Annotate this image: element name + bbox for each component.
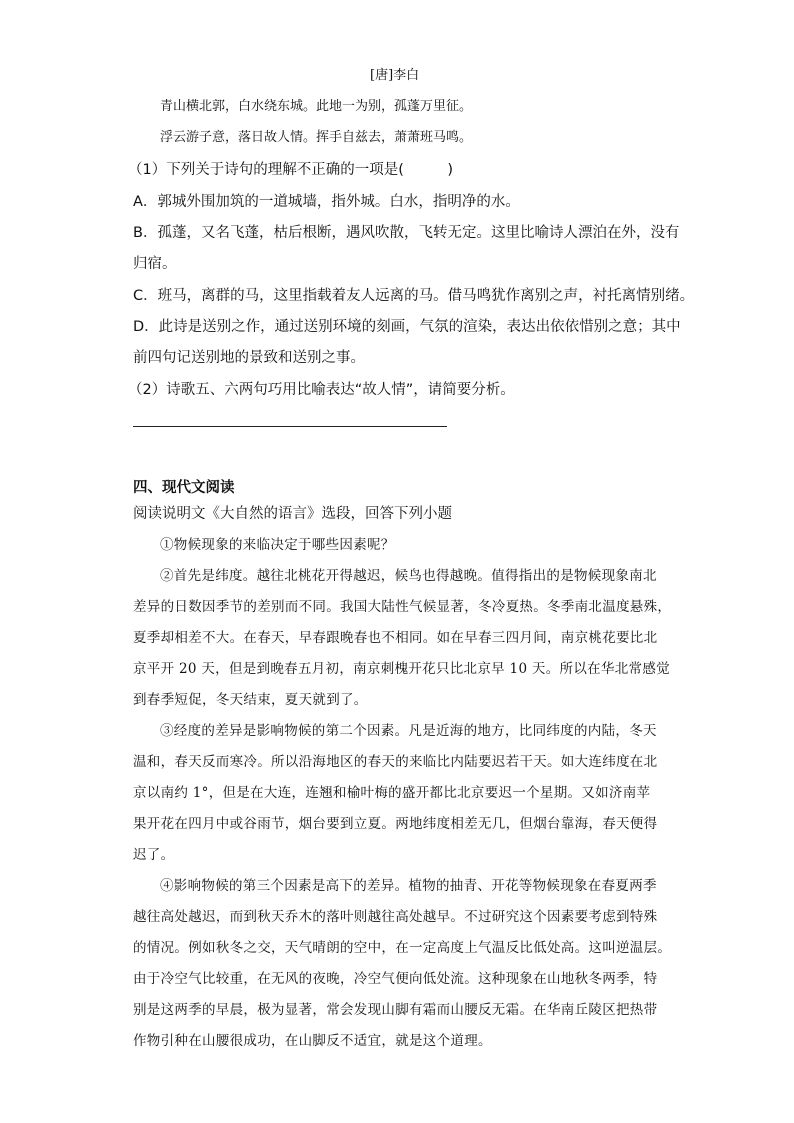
passage-paragraph-2-line-2: 差异的日数因季节的差别而不同。我国大陆性气候显著，冬冷夏热。冬季南北温度悬殊，: [133, 599, 672, 615]
passage-paragraph-2-line-1: ②首先是纬度。越往北桃花开得越迟，候鸟也得越晚。值得指出的是物候现象南北: [160, 568, 657, 584]
answer-blank-line[interactable]: [133, 426, 447, 427]
question-1-stem: （1）下列关于诗句的理解不正确的一项是( ): [128, 162, 454, 178]
poem-line-1: 青山横北郭，白水绕东城。此地一为别，孤蓬万里征。: [160, 99, 473, 114]
passage-paragraph-4-line-2: 越往高处越迟，而到秋天乔木的落叶则越往高处越早。不过研究这个因素要考虑到特殊: [133, 909, 658, 925]
passage-paragraph-3-line-5: 迟了。: [133, 847, 175, 863]
passage-paragraph-3-line-3: 京以南约 1°，但是在大连，连翘和榆叶梅的盛开都比北京要迟一个星期。又如济南苹: [133, 785, 651, 801]
passage-paragraph-4-line-1: ④影响物候的第三个因素是高下的差异。植物的抽青、开花等物候现象在春夏两季: [160, 878, 657, 894]
passage-paragraph-2-line-4: 京平开 20 天，但是到晚春五月初，南京刺槐开花只比北京早 10 天。所以在华北常感觉: [133, 661, 670, 677]
passage-paragraph-3-line-1: ③经度的差异是影响物候的第二个因素。凡是近海的地方，比同纬度的内陆，冬天: [160, 723, 657, 739]
passage-paragraph-2-line-3: 夏季却相差不大。在春天，早春跟晚春也不相同。如在早春三四月间，南京桃花要比北: [133, 630, 658, 646]
passage-paragraph-1: ①物候现象的来临决定于哪些因素呢？: [160, 537, 395, 553]
poem-line-2: 浮云游子意，落日故人情。挥手自兹去，萧萧班马鸣。: [160, 130, 473, 145]
question-1-option-b-line-1: B．孤蓬，又名飞蓬，枯后根断，遇风吹散，飞转无定。这里比喻诗人漂泊在外，没有: [133, 225, 680, 241]
question-1-option-b-line-2: 归宿。: [133, 256, 177, 272]
passage-paragraph-2-line-5: 到春季短促，冬天结束，夏天就到了。: [133, 692, 368, 708]
passage-paragraph-3-line-4: 果开花在四月中或谷雨节，烟台要到立夏。两地纬度相差无几，但烟台靠海，春天便得: [133, 816, 658, 832]
question-1-option-d-line-1: D．此诗是送别之作，通过送别环境的刻画，气氛的渲染，表达出依依惜别之意；其中: [133, 319, 681, 335]
question-2-stem: （2）诗歌五、六两句巧用比喻表达“故人情”，请简要分析。: [128, 382, 515, 398]
passage-paragraph-4-line-3: 的情况。例如秋冬之交，天气晴朗的空中，在一定高度上气温反比低处高。这叫逆温层。: [133, 940, 672, 956]
section-4-heading: 四、现代文阅读: [133, 480, 235, 496]
passage-paragraph-4-line-6: 作物引种在山腰很成功，在山脚反不适宜，就是这个道理。: [133, 1033, 492, 1049]
question-1-option-c: C．班马，离群的马，这里指载着友人远离的马。借马鸣犹作离别之声，衬托离情别绪。: [133, 288, 695, 304]
passage-paragraph-3-line-2: 温和，春天反而寒冷。所以沿海地区的春天的来临比内陆要迟若干天。如大连纬度在北: [133, 754, 658, 770]
poem-author: [唐]李白: [370, 68, 420, 83]
question-1-option-a: A．郭城外围加筑的一道城墙，指外城。白水，指明净的水。: [133, 194, 520, 210]
passage-paragraph-4-line-5: 别是这两季的早晨，极为显著，常会发现山脚有霜而山腰反无霜。在华南丘陵区把热带: [133, 1002, 658, 1018]
passage-paragraph-4-line-4: 由于冷空气比较重，在无风的夜晚，冷空气便向低处流。这种现象在山地秋冬两季，特: [133, 971, 658, 987]
question-1-option-d-line-2: 前四句记送别地的景致和送别之事。: [133, 350, 365, 366]
section-4-instruction: 阅读说明文《大自然的语言》选段，回答下列小题: [133, 506, 452, 522]
